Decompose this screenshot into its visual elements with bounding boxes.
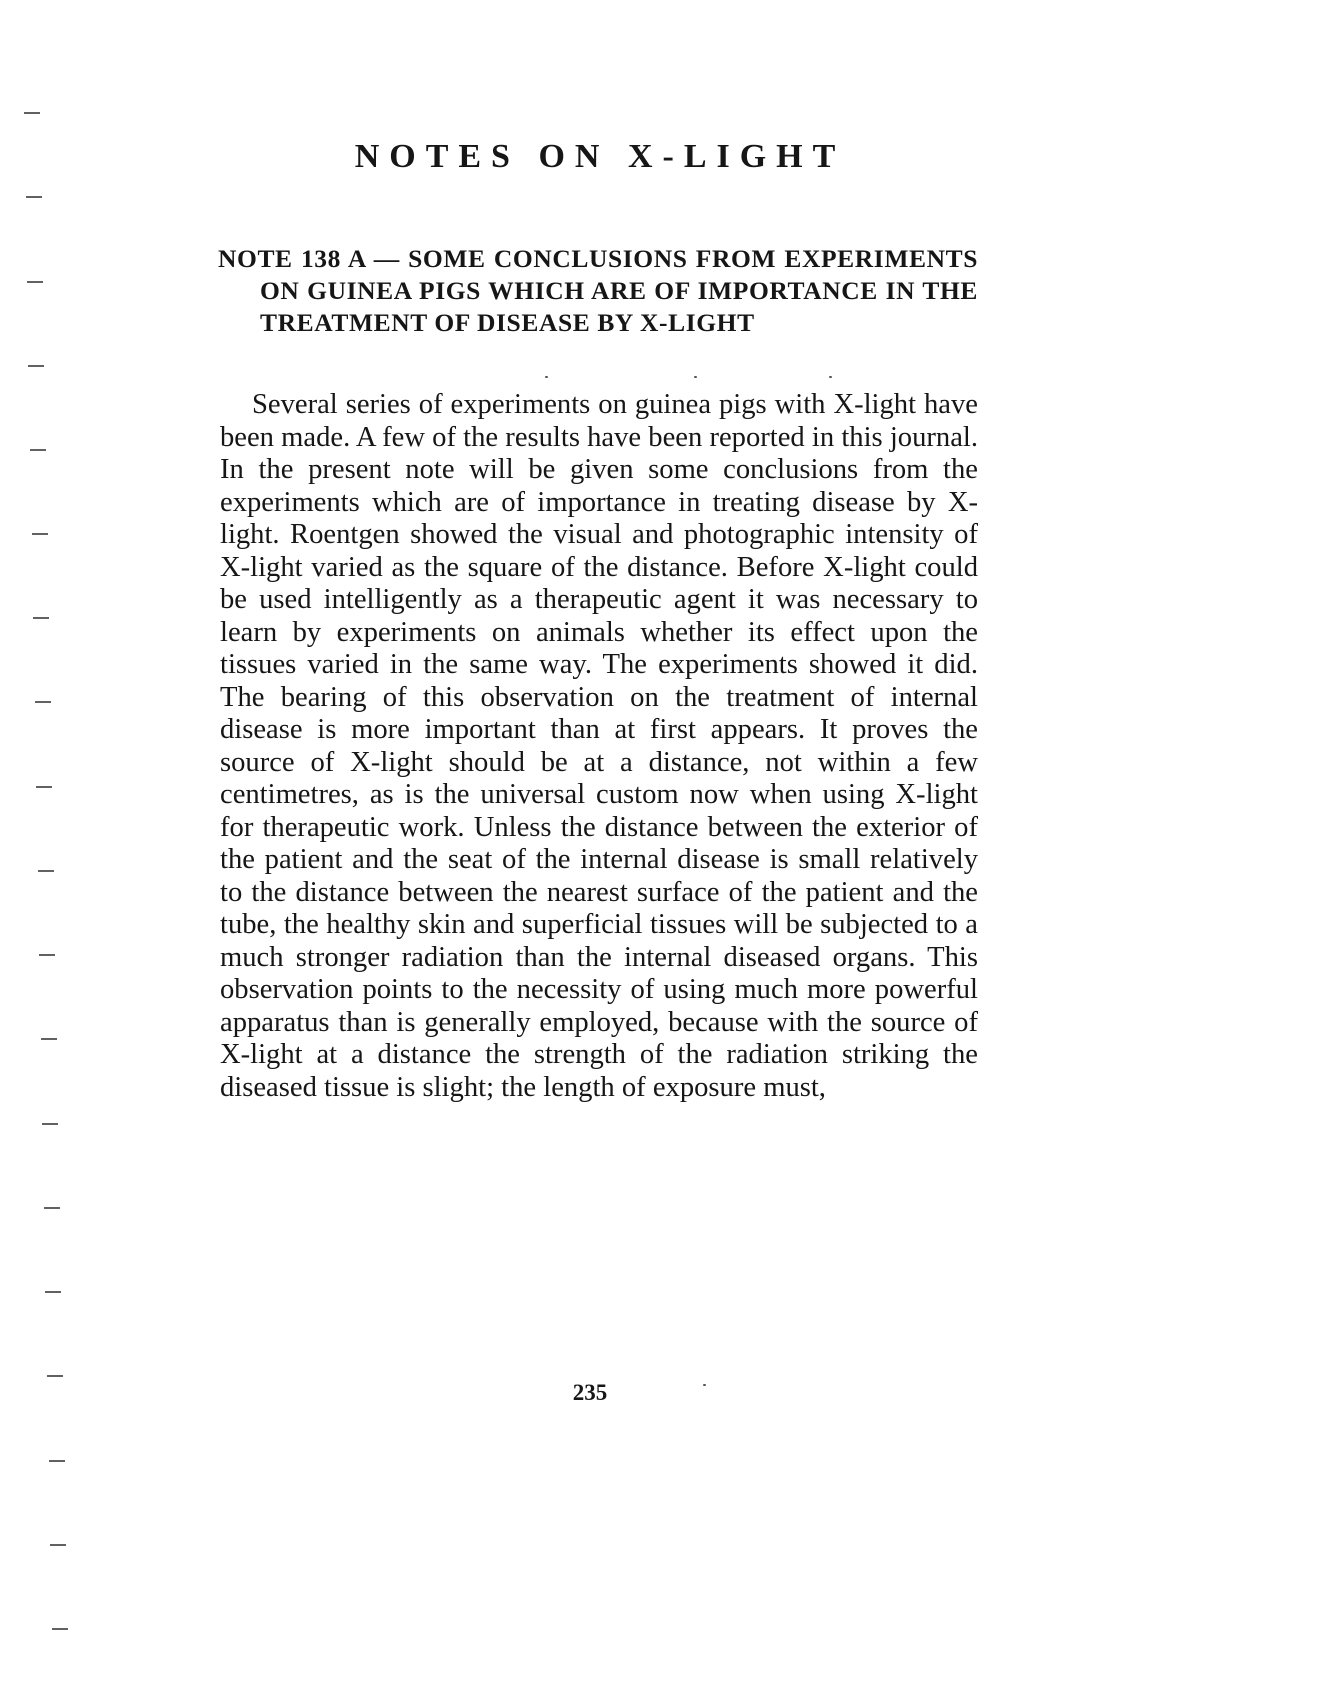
scan-speck [829,376,832,378]
scan-speck [694,376,697,378]
scan-speck [545,376,548,378]
scan-speck [703,1384,706,1386]
note-heading: NOTE 138 A — SOME CONCLUSIONS FROM EXPERIMENTS ON GUINEA PIGS WHICH ARE OF IMPORTANCE IN THE TREATMENT OF DISEASE BY X-LIGHT [218,244,978,337]
running-head: NOTES ON X-LIGHT [354,138,846,175]
body-paragraph: Several series of experiments on guinea pigs with X-light have been made. A few of the results have been reported in this journal. In the present note will be given some conclusions from the experiments which are of importance in treating disease by X-light. Roentgen showed the visual and photographic intensity of X-light varied as the square of the distance. Before X-light could be used intelligently as a therapeutic agent it was necessary to learn by experiments on animals whether its effect upon the tissues varied in the same way. The experiments showed it did. The bearing of this observation on the treatment of internal disease is more important than at first appears. It proves the source of X-light should be at a distance, not within a few centimetres, as is the universal custom now when using X-light for therapeutic work. Unless the distance between the exterior of the patient and the seat of the internal disease is small relatively to the distance between the nearest surface of the patient and the tube, the healthy skin and superficial tissues will be subjected to a much stronger radiation than the internal diseased organs. This observation points to the necessity of using much more powerful apparatus than is generally employed, because with the source of X-light at a distance the strength of the radiation striking the diseased tissue is slight; the length of exposure must, [220,389,978,1103]
page-number: 235 [572,1380,608,1405]
binding-margin-marks [0,0,90,1681]
